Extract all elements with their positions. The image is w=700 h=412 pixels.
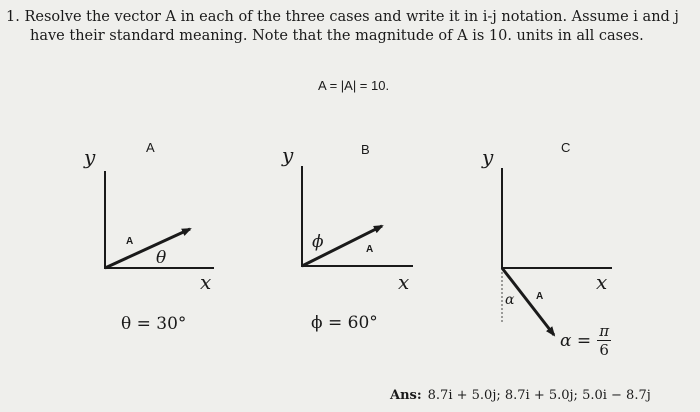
case-a-angle-caption: θ = 30° bbox=[121, 314, 187, 334]
case-c-fraction-denominator: 6 bbox=[599, 341, 609, 359]
answer-line bbox=[390, 388, 651, 403]
case-b-vector-label: A bbox=[366, 244, 374, 255]
case-c-vector-label: A bbox=[536, 291, 544, 302]
problem-number: 1. bbox=[6, 9, 20, 25]
case-a-vector-label: A bbox=[126, 236, 134, 247]
case-b-y-label: y bbox=[282, 143, 294, 167]
case-b-x-label: x bbox=[398, 270, 410, 294]
case-c-x-label: x bbox=[596, 270, 608, 294]
problem-text-line-2: have their standard meaning. Note that the magnitude of A is 10. units in all cases. bbox=[30, 28, 644, 44]
case-b-label: B bbox=[361, 142, 370, 157]
case-a-angle-symbol: θ bbox=[156, 248, 167, 268]
case-a-x-label: x bbox=[200, 270, 212, 294]
case-a-label: A bbox=[146, 140, 155, 155]
answer-label: Ans: bbox=[390, 388, 422, 403]
case-c-label: C bbox=[561, 140, 571, 155]
case-c-angle-fraction bbox=[597, 322, 611, 359]
case-c-diagram bbox=[501, 168, 612, 335]
case-c-angle-caption bbox=[560, 322, 611, 359]
case-c-y-label: y bbox=[482, 145, 494, 169]
answer-text: 8.7i + 5.0j; 8.7i + 5.0j; 5.0i − 8.7j bbox=[427, 388, 651, 403]
case-a-y-label: y bbox=[84, 145, 96, 169]
magnitude-equation: A = |A| = 10. bbox=[318, 78, 390, 93]
case-b-angle-caption: ϕ = 60° bbox=[311, 313, 378, 333]
case-a-vector-arrow bbox=[105, 229, 190, 268]
case-c-angle-symbol: α bbox=[505, 292, 515, 308]
case-b-angle-symbol: ϕ bbox=[312, 232, 324, 252]
problem-text-line-1: Resolve the vector A in each of the three cases and write it in i-j notation. Assume i and j bbox=[24, 9, 679, 25]
case-c-fraction-numerator: π bbox=[599, 322, 610, 340]
case-c-angle-caption-prefix: α = bbox=[560, 330, 592, 351]
